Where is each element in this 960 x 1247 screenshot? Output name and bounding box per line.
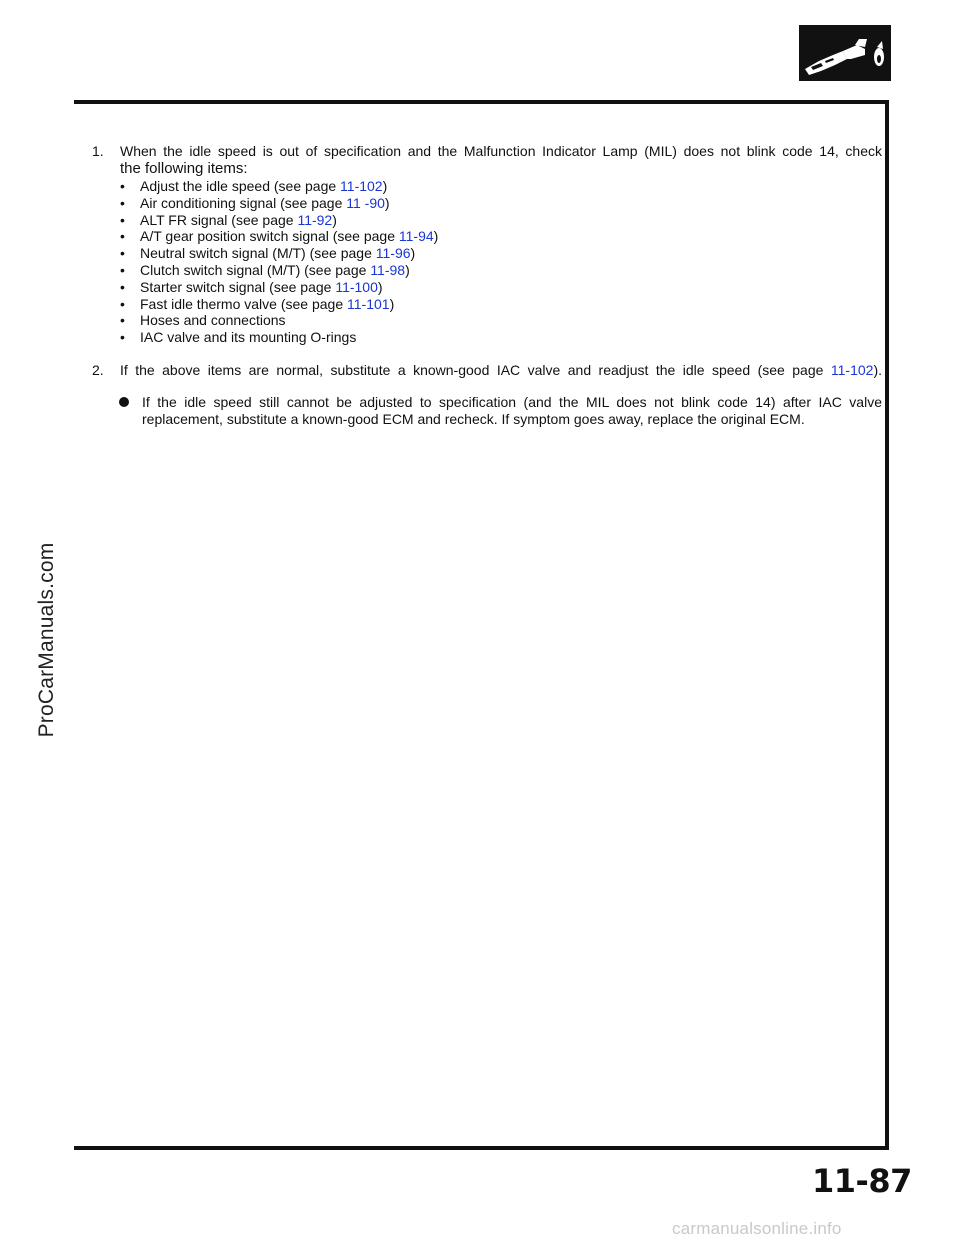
list-item: • IAC valve and its mounting O-rings [120,329,357,346]
fuel-nozzle-icon [799,25,891,81]
page-number: 11-87 [812,1162,912,1200]
page-link[interactable]: 11-92 [297,211,333,228]
page-link[interactable]: 11-102 [340,178,383,194]
procedure-content [92,143,882,427]
step-2 [92,362,882,379]
list-item: • Adjust the idle speed (see page 11-102) [120,178,388,194]
step-1 [92,143,882,346]
note-line-2: replacement, substitute a known-good ECM and recheck. If symptom goes away, replace the original ECM. [142,410,805,427]
footer-watermark: carmanualsonline.info [672,1219,842,1238]
frame-top-rule [74,100,889,104]
ecm-note [92,394,882,427]
list-item: • Clutch switch signal (M/T) (see page 11-98) [120,261,410,278]
page-link[interactable]: 11-102 [830,361,874,378]
page-link[interactable]: 11-96 [375,245,411,262]
note-line-1: If the idle speed still cannot be adjusted to specification (and the MIL does not blink code 14) after IAC valve [142,394,882,411]
page-link[interactable]: 11-94 [398,228,434,245]
list-item: • Fast idle thermo valve (see page 11-101) [120,295,395,312]
list-item: • A/T gear position switch signal (see page 11-94) [120,228,439,245]
step-number: 2. [92,361,104,378]
page-link[interactable]: 11-101 [347,295,390,312]
page-link[interactable]: 11-100 [335,278,378,295]
list-item: • ALT FR signal (see page 11-92) [120,211,337,228]
page-link[interactable]: 11-98 [370,261,406,278]
step-number: 1. [92,143,104,159]
step-text: If the above items are normal, substitute a known-good IAC valve and readjust the idle speed (see page 11-102). [120,361,882,378]
frame-right-rule [885,100,889,1150]
step-text: When the idle speed is out of specification and the Malfunction Indicator Lamp (MIL) does not blink code 14, check [120,143,882,159]
list-item: • Air conditioning signal (see page 11 -90) [120,194,390,211]
list-item: • Starter switch signal (see page 11-100) [120,278,383,295]
check-items-list [120,178,882,346]
items-lead: the following items: [120,159,248,177]
frame-bottom-rule [74,1146,889,1150]
side-watermark: ProCarManuals.com [35,542,58,738]
list-item: • Neutral switch signal (M/T) (see page 11-96) [120,245,416,262]
bullet-icon [119,397,129,407]
page-link[interactable]: 11 -90 [346,194,385,211]
list-item: • Hoses and connections [120,312,286,329]
